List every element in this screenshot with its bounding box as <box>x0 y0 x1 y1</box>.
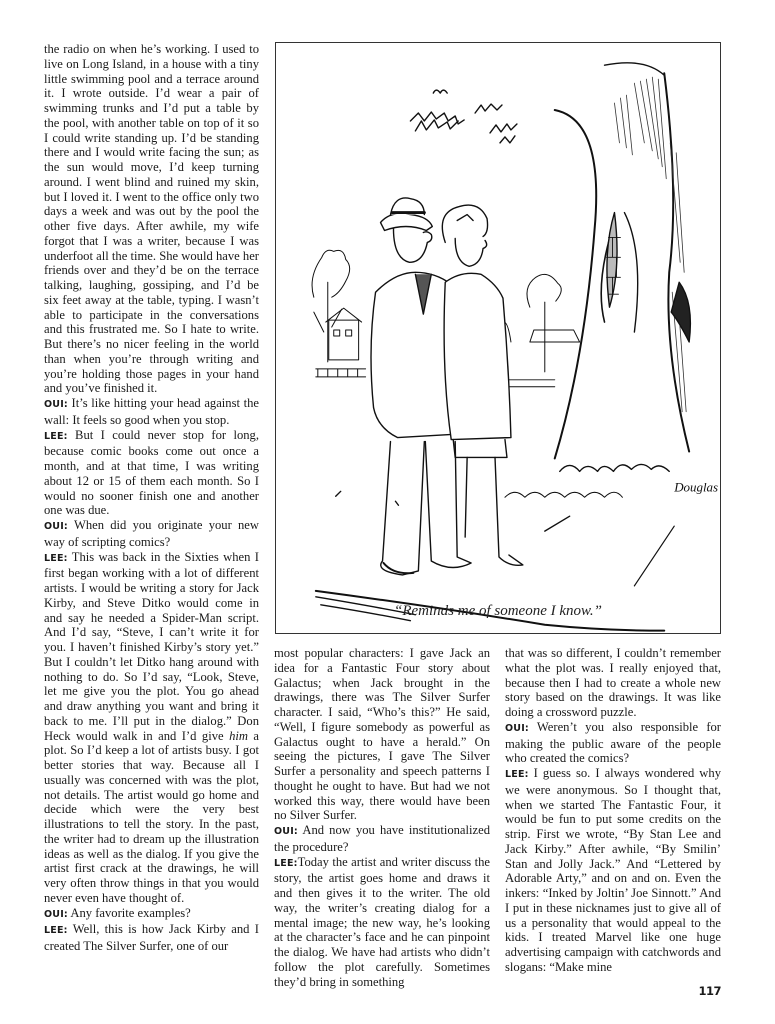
paragraph <box>274 823 490 855</box>
paragraph-text: It’s like hitting your head against the wall: It feels so good when you stop. <box>44 396 259 427</box>
paragraph <box>44 428 259 519</box>
paragraph <box>44 518 259 550</box>
artist-signature: Douglas <box>674 479 719 495</box>
tree-drawing <box>555 63 691 472</box>
speaker-label: OUI: <box>44 521 68 532</box>
paragraph-text: I guess so. I always wondered why we were anonymous. So I thought that, when we started The Fantastic Four, it would be fun to put some credits on the strip. First we wrote, “By Stan Lee and Jack Kirby.” After awhile, “By Smilin’ Stan and Jolly Jack.” And “Lettered by Adorable Arty,” and on and on. Even the inkers: “Inked by Joltin’ Joe Sinnott.” And I put in these nicknames just to give all of us a personality that would appeal to the kids. I treated Marvel like one huge advertising campaign with catchwords and slogans: “Make mine <box>505 766 721 974</box>
paragraph-text: Any favorite examples? <box>67 905 191 920</box>
text-column-right <box>505 646 721 975</box>
paragraph-text: And now you have institutionalized the procedure? <box>274 823 490 854</box>
speaker-label: OUI: <box>274 826 298 837</box>
text-column-middle <box>274 646 490 989</box>
paragraph <box>44 396 259 428</box>
paragraph-text: Today the artist and writer discuss the story, the artist goes home and draws it and then gives it to the writer. The old way, the writer’s creating dialog for a mental image; the new way, he’s looking at the character’s face and he can pinpoint the dialog. We have had artists who didn’t follow the plot carefully. Sometimes they’d bring in something <box>274 854 490 989</box>
paragraph <box>44 906 259 923</box>
paragraph-text: a plot. So I’d keep a lot of artists busy. I got better stories that way. Because all I usually was concerned with was the plot, not details. The artist would go home and decide which were the very best illustrations to tell the story. In the past, the writer had to dream up the illustration ideas as well as the dialog. If you give the artist first crack at the drawings, he will very often throw things in that you would never even have thought of. <box>44 728 259 905</box>
text-column-left <box>44 42 259 954</box>
paragraph-text: This was back in the Sixties when I first began working with a lot of different artists. I would be writing a story for Jack Kirby, and Steve Ditko would come in and say he needed a Spider-Man script. And I’d say, “Steve, I can’t write it for you. I haven’t finished Kirby’s story yet.” But I couldn’t let Ditko hang around with nothing to do. So I’d say, “Look, Steve, let me give you the plot. You go ahead and draw anything you want and bring it back to me. I’ll put in the dialog.” Don Heck would walk in and I’d give <box>44 549 259 743</box>
cartoon-caption: “Reminds me of someone I know.” <box>393 603 603 619</box>
leaves-drawing <box>410 90 517 143</box>
speaker-label: OUI: <box>44 399 68 410</box>
paragraph <box>44 42 259 396</box>
woman-figure <box>442 205 523 565</box>
speaker-label: LEE: <box>44 925 68 937</box>
page-number: 117 <box>698 984 721 998</box>
speaker-label: OUI: <box>44 908 68 920</box>
paragraph <box>44 550 259 906</box>
paragraph-text: But I could never stop for long, because comic books come out once a month, and at that time, I was writing about 12 or 15 of them each month. So I would no sooner finish one and another one was due. <box>44 427 259 518</box>
paragraph <box>44 922 259 954</box>
paragraph-text: When did you originate your new way of scripting comics? <box>44 518 259 549</box>
paragraph <box>274 646 490 823</box>
paragraph-text: most popular characters: I gave Jack an idea for a Fantastic Four story about Galactus; when Jack brought in the drawings, there was The Silver Surfer character. I said, “Who’s this?” He said, “Well, I figure somebody as powerful as Galactus ought to have a herald.” On seeing the pictures, I gave The Silver Surfer a personality and speech patterns I thought he ought to have. But had we not worked this way, there would have been no Silver Surfer. <box>274 646 490 823</box>
speaker-label: LEE: <box>505 769 529 780</box>
paragraph <box>505 766 721 975</box>
cartoon-drawing <box>276 43 720 633</box>
italic-emphasis: him <box>229 728 248 743</box>
cartoon-illustration <box>275 42 721 634</box>
speaker-label: LEE: <box>44 552 68 564</box>
paragraph-text: Well, this is how Jack Kirby and I created The Silver Surfer, one of our <box>44 922 259 953</box>
paragraph <box>274 855 490 990</box>
paragraph-text: Weren’t you also responsible for making the public aware of the people who created the comics? <box>505 719 721 766</box>
speaker-label: OUI: <box>505 722 529 734</box>
paragraph <box>505 646 721 720</box>
paragraph <box>505 720 721 766</box>
paragraph-text: that was so different, I couldn’t remember what the plot was. I really enjoyed that, because then I had to create a whole new story based on the drawings. It was like doing a crossword puzzle. <box>505 646 721 719</box>
speaker-label: LEE: <box>274 857 298 869</box>
speaker-label: LEE: <box>44 430 68 442</box>
paragraph-text: the radio on when he’s working. I used to live on Long Island, in a house with a tiny little swimming pool and a terrace around it. I wrote outside. I’d wear a pair of swimming trunks and I’d put a table by the pool, with another table on top of it so I could write standing up. I’d be standing there and I would write facing the sun; as the sun would move, I’d keep turning around. I went blind and ruined my skin, but I loved it. I went to the office only two days a week and was out by the pool the other five days. After awhile, my wife forgot that I was a writer, because I was underfoot all the time. She would have her friends over and they’d be on the terrace talking, laughing, gossiping, and I’d be six feet away at the table, typing. I wasn’t able to participate in the conversations and this frustrated me. So I hate to write. But there’s no nicer feeling in the world than when you’re through writing and you’re holding those pages in your hand and you’ve finished it. <box>44 42 259 396</box>
